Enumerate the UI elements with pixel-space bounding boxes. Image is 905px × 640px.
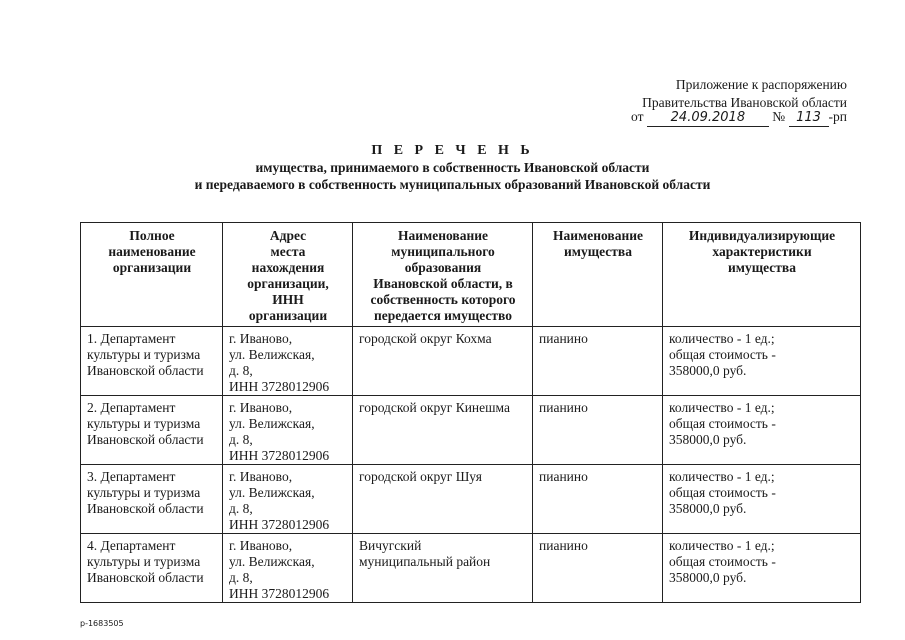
cell-text: 1. Департамент	[87, 331, 176, 346]
header-text: муниципального	[391, 244, 495, 259]
cell-property	[533, 465, 663, 534]
cell-text: общая стоимость -	[669, 485, 776, 500]
document-code: р-1683505	[80, 619, 124, 628]
table-row	[81, 327, 861, 396]
cell-text: культуры и туризма	[87, 554, 201, 569]
cell-text: д. 8,	[229, 570, 253, 585]
cell-characteristics	[663, 465, 861, 534]
appendix-line-1: Приложение к распоряжению	[675, 77, 847, 92]
table-row	[81, 396, 861, 465]
cell-address	[223, 327, 353, 396]
cell-text: г. Иваново,	[229, 538, 293, 553]
cell-text: 4. Департамент	[87, 538, 176, 553]
cell-text: количество - 1 ед.;	[669, 400, 775, 415]
table-row	[81, 465, 861, 534]
cell-text: Ивановской области	[87, 570, 204, 585]
header-text: наименование	[108, 244, 196, 259]
number-suffix: -рп	[828, 109, 847, 124]
header-text: Индивидуализирующие	[688, 228, 836, 243]
cell-municipality	[353, 396, 533, 465]
cell-characteristics	[663, 534, 861, 603]
header-characteristics	[663, 223, 861, 327]
cell-text: д. 8,	[229, 432, 253, 447]
cell-text: культуры и туризма	[87, 485, 201, 500]
cell-text: ул. Велижская,	[229, 347, 315, 362]
header-text: Наименование	[553, 228, 643, 243]
header-text: ИНН	[272, 292, 304, 307]
cell-text: д. 8,	[229, 501, 253, 516]
cell-property	[533, 534, 663, 603]
cell-municipality	[353, 534, 533, 603]
cell-text: Вичугский	[359, 538, 422, 553]
cell-organization	[81, 396, 223, 465]
cell-text: ИНН 3728012906	[229, 448, 330, 463]
cell-text: количество - 1 ед.;	[669, 469, 775, 484]
header-text: Полное	[129, 228, 175, 243]
document-subtitle-line-1: имущества, принимаемого в собственность Ивановской области	[255, 160, 650, 175]
header-text: места	[270, 244, 306, 259]
property-table	[80, 222, 861, 603]
appendix-line-2: Правительства Ивановской области	[642, 95, 847, 110]
cell-characteristics	[663, 396, 861, 465]
cell-text: ИНН 3728012906	[229, 586, 330, 601]
cell-text: пианино	[539, 469, 588, 484]
cell-organization	[81, 465, 223, 534]
header-text: характеристики	[712, 244, 812, 259]
header-text: имущества	[564, 244, 632, 259]
header-text: нахождения	[251, 260, 325, 275]
header-text: организации	[248, 308, 328, 323]
cell-text: 358000,0 руб.	[669, 432, 747, 447]
cell-text: 358000,0 руб.	[669, 501, 747, 516]
cell-text: культуры и туризма	[87, 347, 201, 362]
cell-text: Ивановской области	[87, 501, 204, 516]
header-address	[223, 223, 353, 327]
cell-text: общая стоимость -	[669, 416, 776, 431]
cell-text: количество - 1 ед.;	[669, 538, 775, 553]
cell-text: д. 8,	[229, 363, 253, 378]
appendix-date-number-line	[631, 108, 847, 127]
cell-municipality	[353, 327, 533, 396]
header-text: организации	[112, 260, 192, 275]
cell-text: г. Иваново,	[229, 331, 293, 346]
header-text: передается имущество	[374, 308, 512, 323]
cell-characteristics	[663, 327, 861, 396]
order-date: 24.09.2018	[647, 110, 769, 127]
header-text: собственность которого	[370, 292, 516, 307]
header-text: Адрес	[269, 228, 307, 243]
cell-text: Ивановской области	[87, 363, 204, 378]
from-label: от	[631, 109, 644, 124]
document-heading: П Е Р Е Ч Е Н Ь	[371, 143, 534, 158]
cell-text: пианино	[539, 331, 588, 346]
cell-text: общая стоимость -	[669, 347, 776, 362]
number-label: №	[772, 109, 786, 124]
header-text: образования	[404, 260, 482, 275]
cell-text: муниципальный район	[359, 554, 491, 569]
cell-text: ИНН 3728012906	[229, 517, 330, 532]
table-header-row	[81, 223, 861, 327]
cell-property	[533, 396, 663, 465]
header-municipality	[353, 223, 533, 327]
cell-text: ИНН 3728012906	[229, 379, 330, 394]
cell-text: городской округ Шуя	[359, 469, 482, 484]
cell-text: 3. Департамент	[87, 469, 176, 484]
cell-text: г. Иваново,	[229, 469, 293, 484]
cell-text: Ивановской области	[87, 432, 204, 447]
header-organization	[81, 223, 223, 327]
cell-text: городской округ Кохма	[359, 331, 492, 346]
table-row	[81, 534, 861, 603]
header-text: Наименование	[398, 228, 488, 243]
cell-municipality	[353, 465, 533, 534]
cell-address	[223, 534, 353, 603]
cell-text: ул. Велижская,	[229, 554, 315, 569]
cell-text: г. Иваново,	[229, 400, 293, 415]
cell-text: количество - 1 ед.;	[669, 331, 775, 346]
cell-organization	[81, 327, 223, 396]
cell-address	[223, 465, 353, 534]
cell-address	[223, 396, 353, 465]
document-subtitle-line-2: и передаваемого в собственность муниципальных образований Ивановской области	[194, 177, 711, 192]
cell-text: 358000,0 руб.	[669, 363, 747, 378]
cell-text: культуры и туризма	[87, 416, 201, 431]
cell-property	[533, 327, 663, 396]
cell-text: 2. Департамент	[87, 400, 176, 415]
cell-organization	[81, 534, 223, 603]
cell-text: ул. Велижская,	[229, 416, 315, 431]
cell-text: 358000,0 руб.	[669, 570, 747, 585]
header-property-name	[533, 223, 663, 327]
cell-text: городской округ Кинешма	[359, 400, 510, 415]
cell-text: пианино	[539, 538, 588, 553]
cell-text: пианино	[539, 400, 588, 415]
header-text: организации,	[247, 276, 329, 291]
header-text: имущества	[728, 260, 796, 275]
header-text: Ивановской области, в	[373, 276, 513, 291]
cell-text: общая стоимость -	[669, 554, 776, 569]
order-number: 113	[789, 110, 829, 127]
cell-text: ул. Велижская,	[229, 485, 315, 500]
